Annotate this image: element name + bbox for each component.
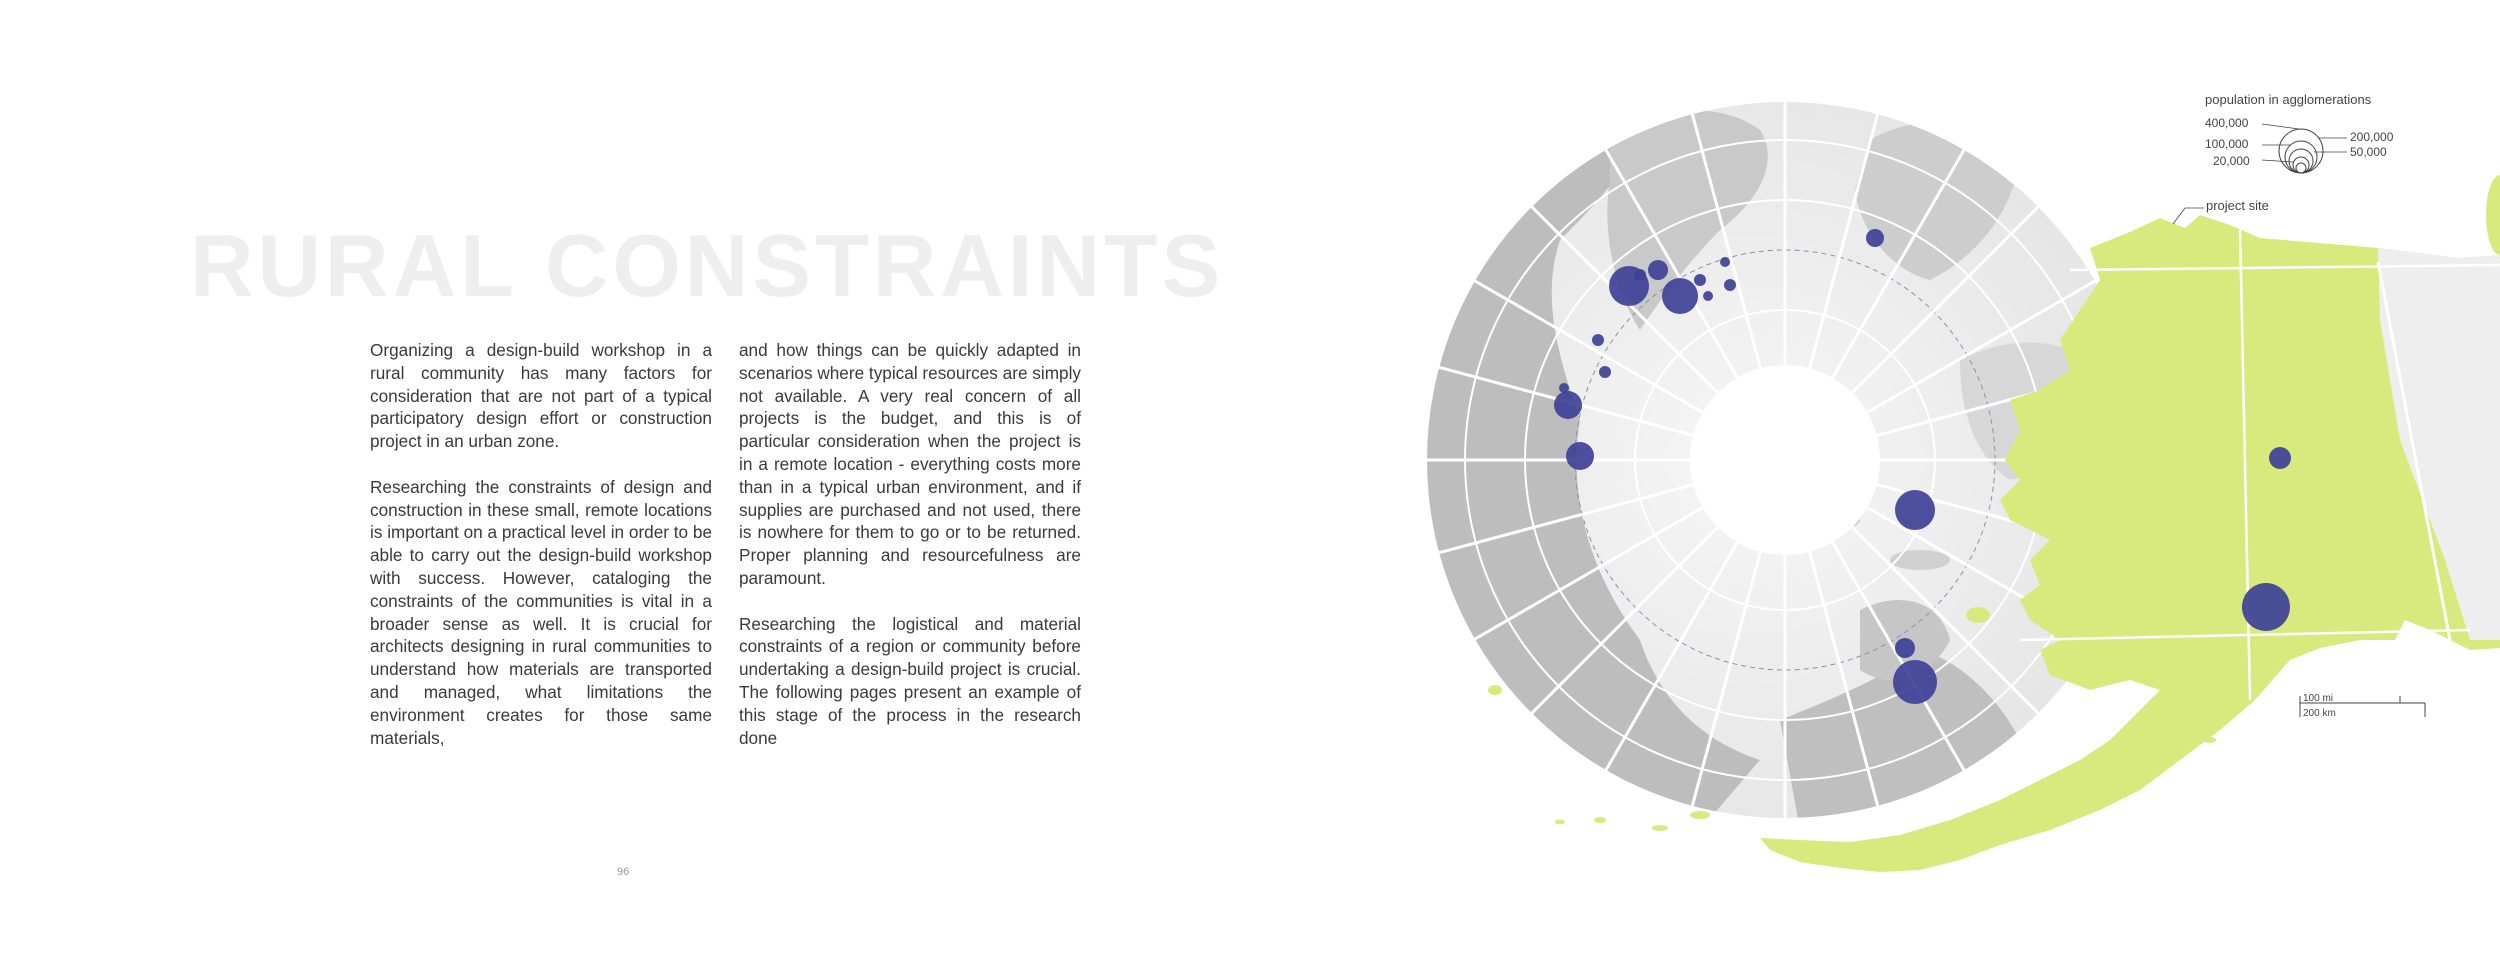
population-dot xyxy=(1599,366,1611,378)
legend-label-20000: 20,000 xyxy=(2213,154,2250,168)
population-dot xyxy=(1720,257,1730,267)
population-dot xyxy=(1592,334,1604,346)
population-dot xyxy=(1554,391,1582,419)
population-dot xyxy=(1648,260,1668,280)
legend-circle-400000 xyxy=(2279,129,2323,173)
page-number: 96 xyxy=(617,866,630,878)
pole-center xyxy=(1690,365,1880,555)
population-dot xyxy=(1559,383,1569,393)
population-dot xyxy=(1634,269,1646,281)
legend-label-50000: 50,000 xyxy=(2350,145,2387,159)
population-legend xyxy=(2173,92,2394,224)
population-dot xyxy=(1866,229,1884,247)
population-dot xyxy=(1895,638,1915,658)
population-dot xyxy=(1703,291,1713,301)
population-dot xyxy=(1566,442,1594,470)
scale-bar xyxy=(2300,693,2425,719)
population-dot xyxy=(1895,490,1935,530)
population-dot xyxy=(2242,583,2290,631)
project-site-label: project site xyxy=(2206,198,2269,213)
scale-km-label: 200 km xyxy=(2303,708,2336,719)
paragraph: Organizing a design-build workshop in a rural community has many factors for consideration that are not part of a typical participatory design effort or construction project in an urban zone. xyxy=(370,340,712,452)
scale-miles-label: 100 mi xyxy=(2303,693,2334,704)
population-dot xyxy=(1662,278,1698,314)
legend-label-100000: 100,000 xyxy=(2205,137,2249,151)
population-dot xyxy=(1724,279,1736,291)
population-dot xyxy=(1694,274,1706,286)
legend-circle-100000 xyxy=(2289,149,2313,173)
legend-title: population in agglomerations xyxy=(2205,92,2372,107)
page-title: RURAL CONSTRAINTS xyxy=(190,216,1225,315)
paragraph: and how things can be quickly adapted in scenarios where typical resources are simply not available. A very real concern of all projects is the budget, and this is of particular consideration when the project is in a remote location - everything costs more than in a typical urban environment, and if supplies are purchased and not used, there is nowhere for them to go or to be returned. Proper planning and resourcefulness are paramount. xyxy=(739,340,1081,588)
population-dot xyxy=(2269,447,2291,469)
legend-label-200000: 200,000 xyxy=(2350,130,2394,144)
paragraph: Researching the logistical and material constraints of a region or community before undertaking a design-build project is crucial. The following pages present an example of this stage of the process in the research done xyxy=(739,613,1081,748)
legend-label-400000: 400,000 xyxy=(2205,116,2249,130)
legend-circle-50000 xyxy=(2293,157,2309,173)
legend-circle-20000 xyxy=(2296,163,2306,173)
population-dot xyxy=(1893,660,1937,704)
paragraph: Researching the constraints of design and construction in these small, remote locations is important on a practical level in order to be able to carry out the design-build workshop with success. However, cataloging the constraints of the communities is vital in a broader sense as well. It is crucial for architects designing in rural communities to understand how materials are transported and managed, what limitations the environment creates for those same materials, xyxy=(370,476,713,748)
